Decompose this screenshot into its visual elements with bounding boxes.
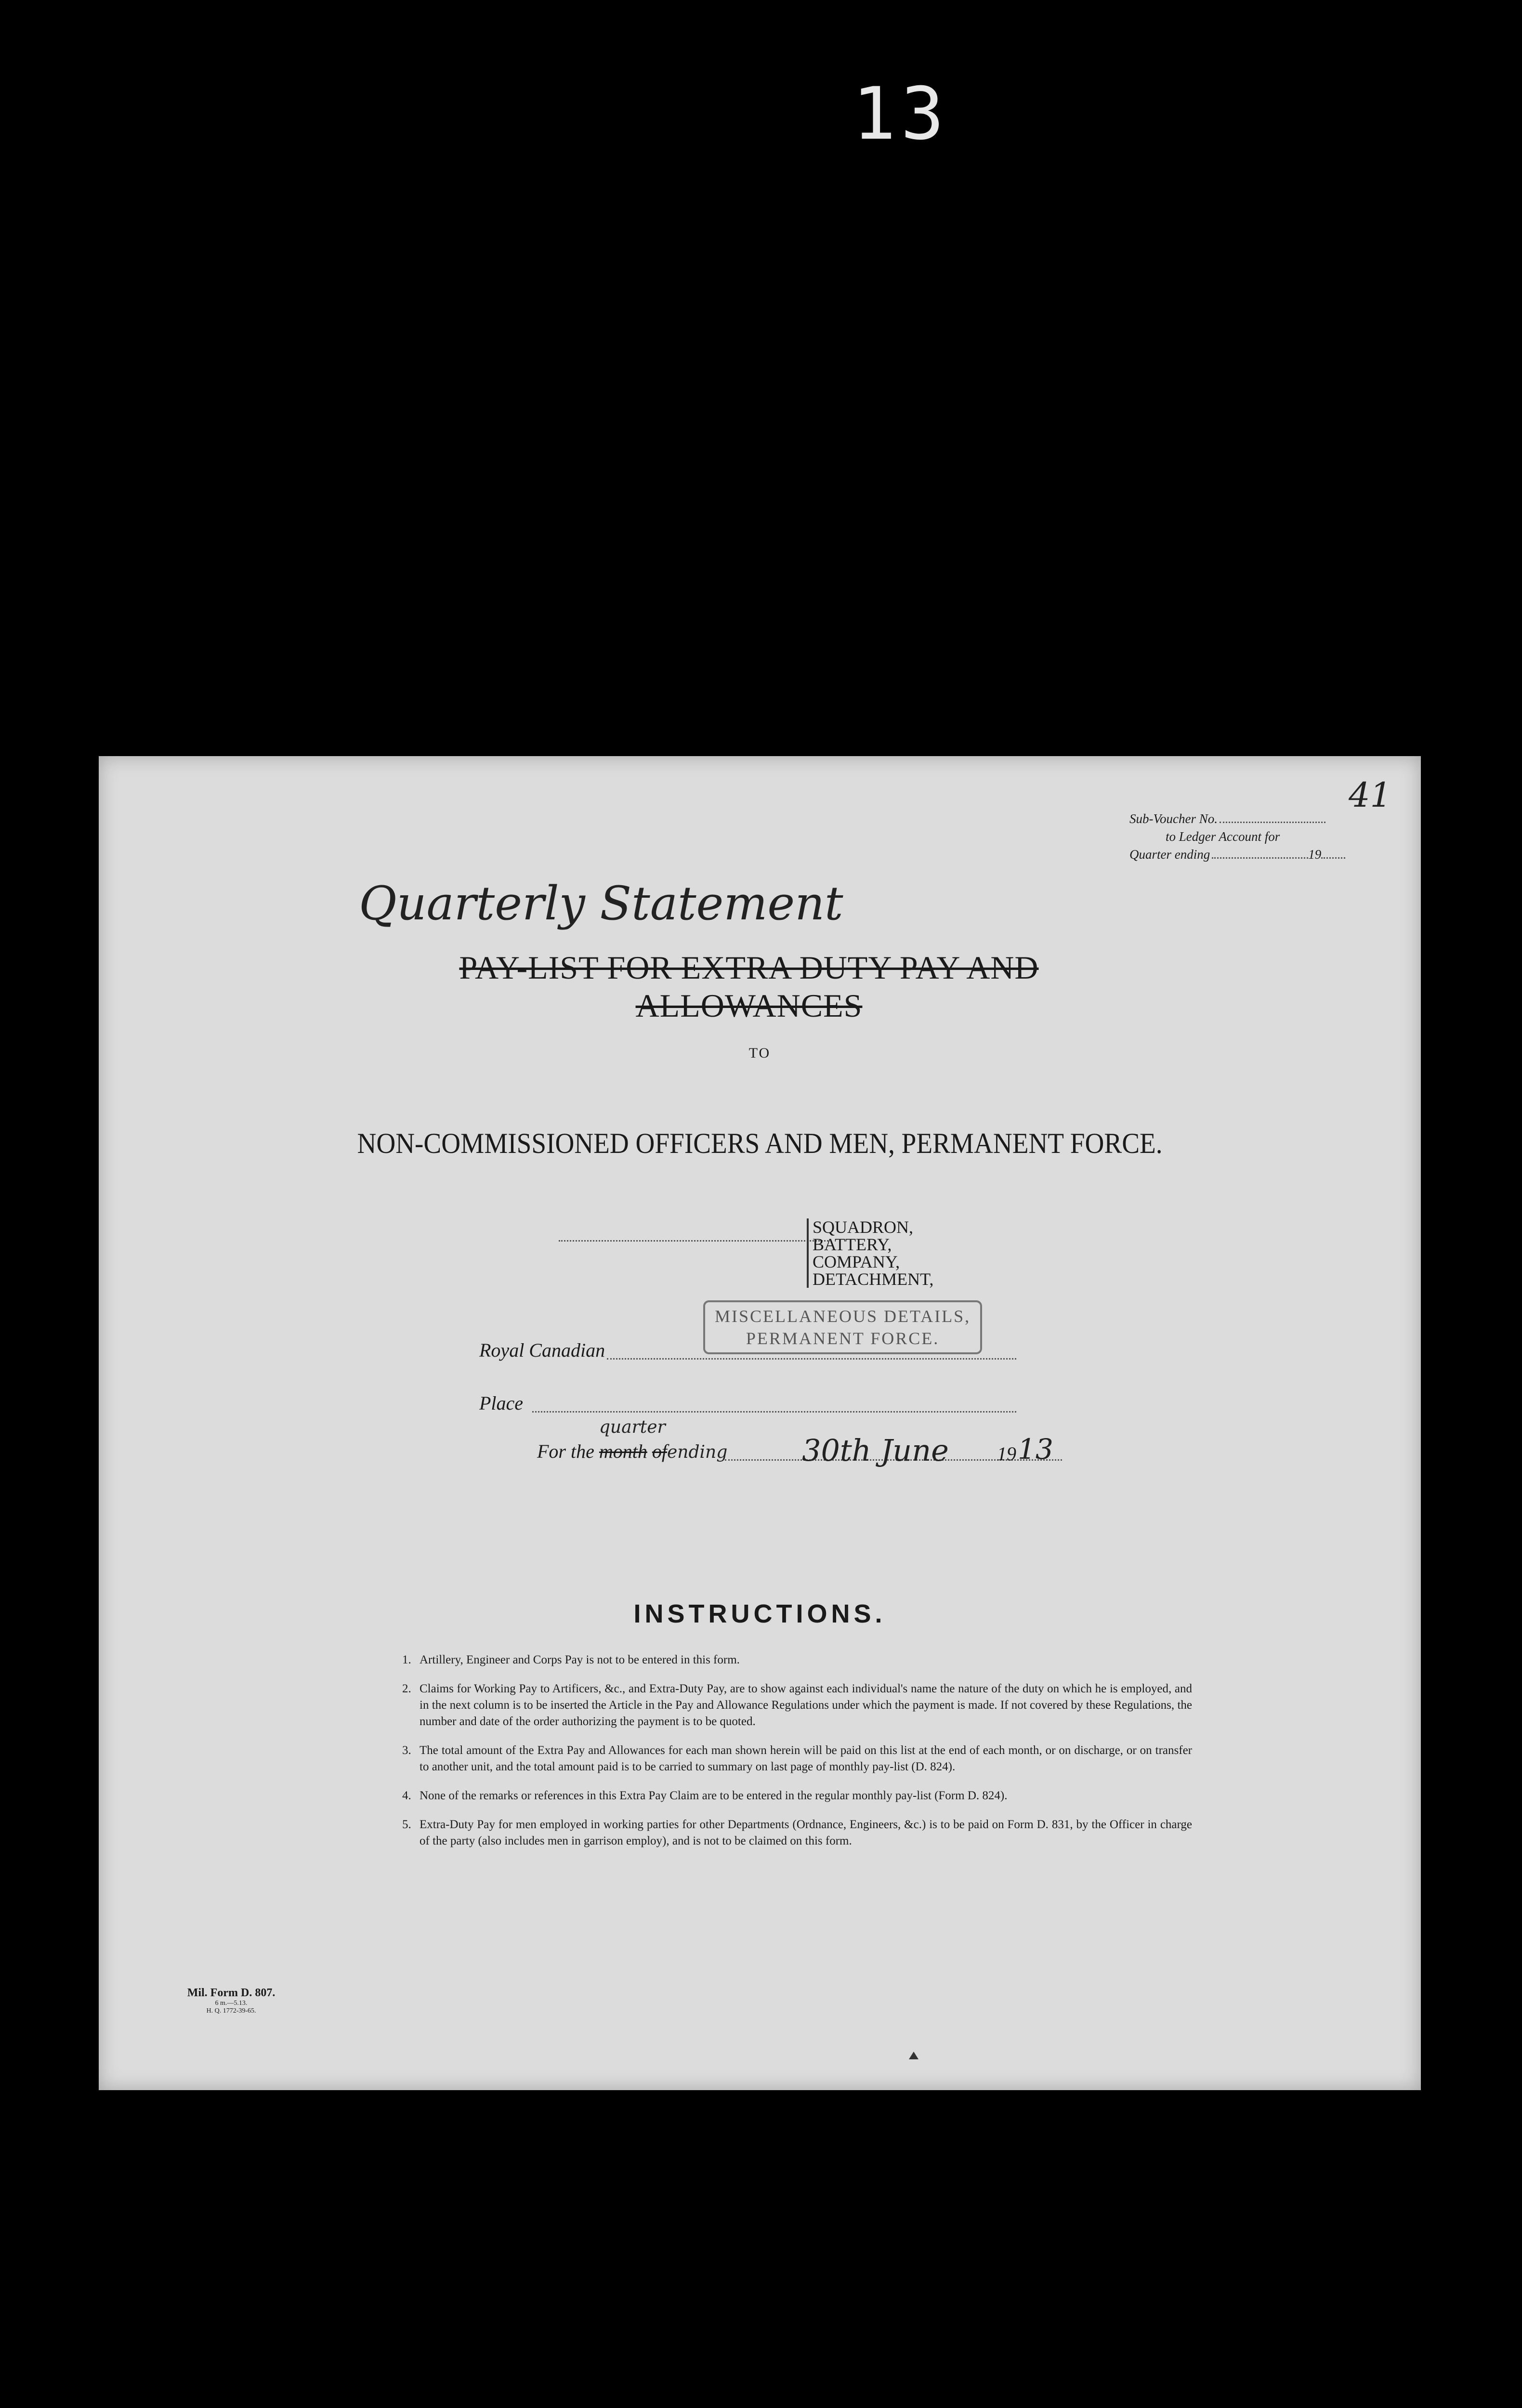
royal-canadian-label: Royal Canadian <box>479 1339 605 1361</box>
month-struck: month <box>599 1440 647 1462</box>
form-id <box>171 1987 291 2015</box>
place-line <box>532 1411 1016 1413</box>
stamp-line: PERMANENT FORCE. <box>746 1329 940 1348</box>
ending-handwritten: ending <box>667 1442 728 1462</box>
year-prefix: 19 <box>1308 847 1322 862</box>
handwritten-title: Quarterly Statement <box>359 877 843 930</box>
instructions-list <box>402 1652 1192 1862</box>
to-label: TO <box>748 1045 771 1061</box>
for-the-label: For the <box>537 1440 594 1462</box>
frame-number: 13 <box>852 72 949 156</box>
period-line <box>537 1417 728 1463</box>
instructions-heading: INSTRUCTIONS. <box>633 1599 886 1628</box>
struck-title: PAY-LIST FOR EXTRA DUTY PAY AND ALLOWANCES <box>459 949 1039 1024</box>
ledger-label: to Ledger Account for <box>1166 829 1280 844</box>
instruction-item: 4. None of the remarks or references in this Extra Pay Claim are to be entered in the regular monthly pay-list (Form D. 824). <box>402 1789 1008 1802</box>
unit-option: COMPANY, <box>813 1252 900 1271</box>
unit-options <box>807 1218 933 1288</box>
form-id-line: H. Q. 1772-39-65. <box>206 2007 256 2015</box>
unit-option: DETACHMENT, <box>813 1269 934 1289</box>
year-printed: 19 <box>997 1443 1016 1465</box>
page-number: 41 <box>1349 775 1392 815</box>
sub-voucher-label: Sub-Voucher No. <box>1129 811 1218 826</box>
unit-line <box>559 1240 828 1242</box>
instruction-item: 2. Claims for Working Pay to Artificers, &c., and Extra-Duty Pay, are to show against each individual's name the nature of the duty on which he is employed, and in the next column is to be inserted the Article in the Pay and Allowance Regulations under which the payment is made. If not covered by these Regulations, the number and date of the order authorizing the payment is to be quoted. <box>402 1682 1192 1728</box>
unit-stamp <box>703 1300 982 1354</box>
year-handwritten: 13 <box>1018 1433 1053 1466</box>
instruction-item: 1. Artillery, Engineer and Corps Pay is not to be entered in this form. <box>402 1653 740 1666</box>
form-id-line: Mil. Form D. 807. <box>187 1987 276 1999</box>
document-sheet <box>99 756 1421 2090</box>
quarter-ending-label: Quarter ending <box>1129 847 1210 862</box>
quarter-handwritten: quarter <box>599 1417 666 1437</box>
instruction-item: 5. Extra-Duty Pay for men employed in working parties for other Departments (Ordnance, Engineers, &c.) is to be paid on Form D. 831, by the Officer in charge of the party (also includes men in garrison employ), and is not to be claimed on this form. <box>402 1818 1192 1847</box>
stamp-line: MISCELLANEOUS DETAILS, <box>715 1307 971 1326</box>
unit-option: BATTERY, <box>813 1235 892 1254</box>
voucher-block <box>1129 811 1370 862</box>
royal-canadian-line <box>607 1358 1016 1360</box>
date-handwritten: 30th June <box>802 1433 949 1468</box>
unit-option: SQUADRON, <box>813 1217 914 1237</box>
form-id-line: 6 m.—5.13. <box>215 2000 248 2007</box>
mark-triangle <box>909 2052 918 2059</box>
of-struck: of <box>652 1440 667 1462</box>
place-label: Place <box>479 1392 524 1414</box>
instruction-item: 3. The total amount of the Extra Pay and Allowances for each man shown herein will be paid on this list at the end of each month, or on discharge, or on transfer to another unit, and the total amount paid is to be carried to summary on last page of monthly pay-list (D. 824). <box>402 1744 1192 1773</box>
main-title: NON-COMMISSIONED OFFICERS AND MEN, PERMANENT FORCE. <box>357 1127 1163 1159</box>
